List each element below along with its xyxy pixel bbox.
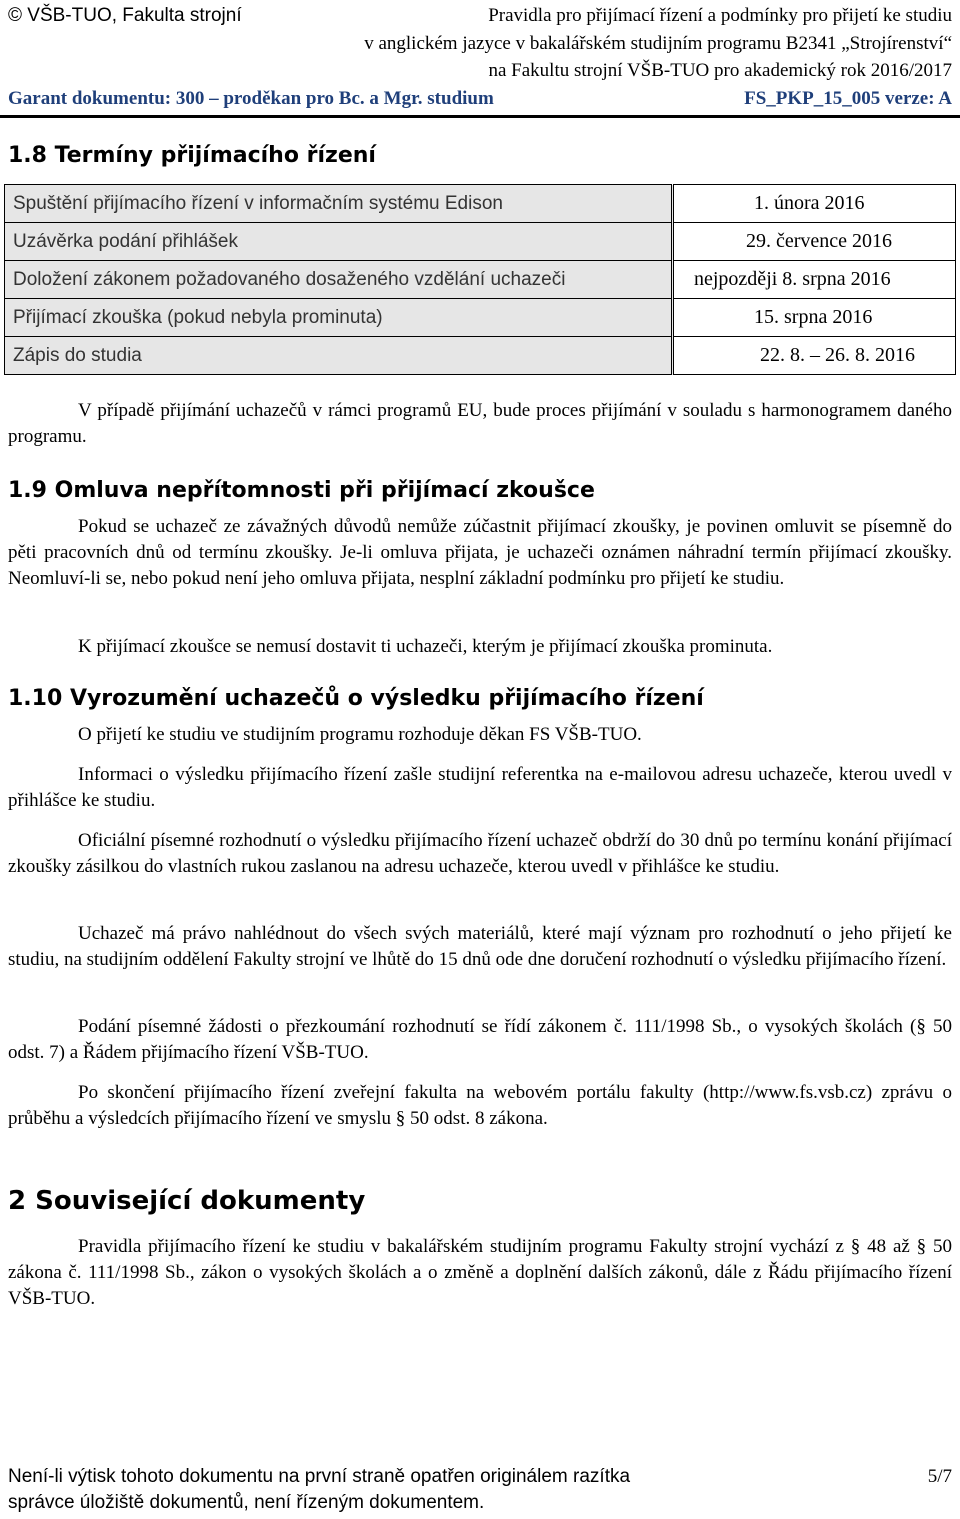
footer-notice-1: Není-li výtisk tohoto dokumentu na první straně opatřen originálem razítka bbox=[8, 1466, 631, 1487]
result-paragraph-5 bbox=[8, 1014, 952, 1066]
result-paragraph-4 bbox=[8, 921, 952, 973]
header-doc-id: FS_PKP_15_005 verze: A bbox=[744, 88, 952, 109]
header-program: v anglickém jazyce v bakalářském studijním programu B2341 „Strojírenství“ bbox=[364, 33, 952, 54]
header-academic-year: na Fakultu strojní VŠB-TUO pro akademický rok 2016/2017 bbox=[488, 60, 952, 81]
header-row-4 bbox=[8, 85, 952, 113]
waiver-text: K přijímací zkoušce se nemusí dostavit ti uchazeči, kterým je přijímací zkouška prominuta. bbox=[78, 636, 773, 657]
result-paragraph-1 bbox=[8, 722, 952, 748]
schedule-date: 1. února 2016 bbox=[673, 185, 956, 223]
schedule-label: Doložení zákonem požadovaného dosaženého vzdělání uchazeči bbox=[5, 261, 673, 299]
result-text-6: Po skončení přijímacího řízení zveřejní fakulta na webovém portálu fakulty (http://www.fs.vsb.cz) zprávu o průběhu a výsledcích přijímacího řízení ve smyslu § 50 odst. 8 zákona. bbox=[8, 1082, 952, 1129]
table-row bbox=[5, 261, 956, 299]
waiver-paragraph bbox=[8, 634, 952, 660]
result-paragraph-3 bbox=[8, 828, 952, 880]
schedule-date: nejpozději 8. srpna 2016 bbox=[673, 261, 956, 299]
table-row bbox=[5, 185, 956, 223]
header-row-2 bbox=[8, 30, 952, 58]
eu-note-text: V případě přijímání uchazečů v rámci programů EU, bude proces přijímání v souladu s harmonogramem daného programu. bbox=[8, 400, 952, 447]
heading-1-10: 1.10 Vyrozumění uchazečů o výsledku přijímacího řízení bbox=[8, 686, 704, 711]
header-guarantor: Garant dokumentu: 300 – proděkan pro Bc. a Mgr. studium bbox=[8, 88, 494, 109]
result-text-1: O přijetí ke studiu ve studijním programu rozhoduje děkan FS VŠB-TUO. bbox=[78, 724, 642, 745]
result-text-4: Uchazeč má právo nahlédnout do všech svých materiálů, které mají význam pro rozhodnutí o jeho přijetí ke studiu, na studijním oddělení Fakulty strojní ve lhůtě do 15 dnů ode dne doručení rozhodnutí o výsledku přijímacího řízení. bbox=[8, 923, 952, 970]
schedule-label: Přijímací zkouška (pokud nebyla prominuta) bbox=[5, 299, 673, 337]
result-text-5: Podání písemné žádosti o přezkoumání rozhodnutí se řídí zákonem č. 111/1998 Sb., o vysokých školách (§ 50 odst. 7) a Řádem přijímacího řízení VŠB-TUO. bbox=[8, 1016, 952, 1063]
footer-notice-2: správce úložiště dokumentů, není řízeným dokumentem. bbox=[8, 1492, 485, 1513]
schedule-label: Spuštění přijímacího řízení v informačním systému Edison bbox=[5, 185, 673, 223]
absence-paragraph bbox=[8, 514, 952, 592]
schedule-label: Zápis do studia bbox=[5, 337, 673, 375]
header-copyright: © VŠB-TUO, Fakulta strojní bbox=[8, 5, 242, 26]
heading-1-9: 1.9 Omluva nepřítomnosti při přijímací zkoušce bbox=[8, 478, 595, 503]
table-row bbox=[5, 299, 956, 337]
schedule-date: 15. srpna 2016 bbox=[673, 299, 956, 337]
related-docs-text: Pravidla přijímacího řízení ke studiu v bakalářském studijním programu Fakulty strojní vychází z § 48 až § 50 zákona č. 111/1998 Sb., zákon o vysokých školách a o změně a doplnění dalších zákonů, dále z Řádu přijímacího řízení VŠB-TUO. bbox=[8, 1236, 952, 1309]
heading-1-8: 1.8 Termíny přijímacího řízení bbox=[8, 143, 376, 168]
result-paragraph-2 bbox=[8, 762, 952, 814]
related-docs-paragraph bbox=[8, 1234, 952, 1312]
eu-note bbox=[8, 398, 952, 450]
schedule-label: Uzávěrka podání přihlášek bbox=[5, 223, 673, 261]
schedule-date: 29. července 2016 bbox=[673, 223, 956, 261]
table-row bbox=[5, 223, 956, 261]
result-paragraph-6 bbox=[8, 1080, 952, 1132]
footer-row-2 bbox=[8, 1490, 952, 1516]
header-row-1 bbox=[8, 2, 952, 30]
result-text-2: Informaci o výsledku přijímacího řízení zašle studijní referentka na e-mailovou adresu uchazeče, kterou uvedl v přihlášce ke studiu. bbox=[8, 764, 952, 811]
schedule-date: 22. 8. – 26. 8. 2016 bbox=[673, 337, 956, 375]
schedule-table bbox=[4, 184, 956, 375]
heading-2: 2 Související dokumenty bbox=[8, 1186, 366, 1216]
header-document-title: Pravidla pro přijímací řízení a podmínky pro přijetí ke studiu bbox=[488, 5, 952, 26]
page-number: 5/7 bbox=[927, 1466, 952, 1487]
footer-row-1 bbox=[8, 1464, 952, 1490]
header-row-3 bbox=[8, 57, 952, 85]
result-text-3: Oficiální písemné rozhodnutí o výsledku přijímacího řízení uchazeč obdrží do 30 dnů po termínu konání přijímací zkoušky zásilkou do vlastních rukou zaslanou na adresu uchazeče, kterou uvedl v přihlášce ke studiu. bbox=[8, 830, 952, 877]
header-divider bbox=[0, 115, 960, 118]
table-row bbox=[5, 337, 956, 375]
absence-text: Pokud se uchazeč ze závažných důvodů nemůže zúčastnit přijímací zkoušky, je povinen omluvit se písemně do pěti pracovních dnů od termínu zkoušky. Je-li omluva přijata, je uchazeči oznámen náhradní termín přijímací zkoušky. Neomluví-li se, nebo pokud není jeho omluva přijata, nesplní základní podmínku pro přijetí ke studiu. bbox=[8, 516, 952, 589]
